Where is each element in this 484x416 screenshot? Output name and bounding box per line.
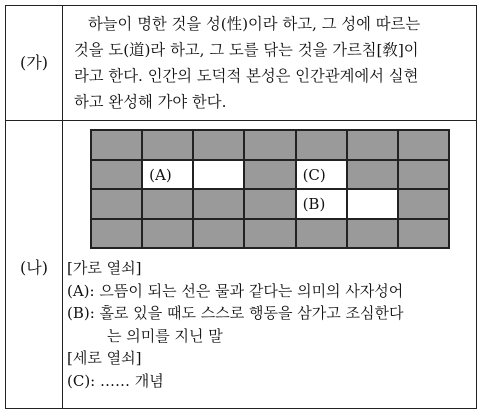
passage-line: 것을 도(道)라 하고, 그 도를 닦는 것을 가르침[敎]이: [74, 41, 419, 59]
passage-line: 라고 한다. 인간의 도덕적 본성은 인간관계에서 실현: [74, 67, 419, 85]
clue-c: (C): …… 개념: [67, 371, 164, 390]
grid-cell-shaded: [347, 219, 398, 249]
grid-cell-shaded: [91, 219, 142, 249]
cell-label: (B): [302, 195, 326, 213]
row-label-ga: (가): [20, 53, 48, 72]
grid-cell-shaded: [398, 189, 449, 219]
cell-label: (C): [302, 165, 326, 184]
grid-cell-shaded: [142, 189, 193, 219]
grid-cell-blank: [296, 189, 347, 219]
clue-b-continued: 는 의미를 지닌 말: [107, 326, 223, 345]
grid-cell-shaded: [244, 130, 295, 160]
grid-cell-shaded: [193, 219, 244, 249]
cell-label: (A): [149, 165, 172, 184]
passage-ga: [74, 11, 470, 115]
clue-list: [67, 257, 472, 392]
across-heading: [가로 열쇠]: [67, 259, 142, 277]
grid-cell-shaded: [91, 189, 142, 219]
grid-cell-shaded: [193, 189, 244, 219]
crossword-grid: [90, 129, 450, 249]
grid-cell-shaded: [347, 160, 398, 190]
grid-cell-shaded: [91, 130, 142, 160]
grid-cell-shaded: [142, 130, 193, 160]
passage-line: 하고 완성해 가야 한다.: [74, 93, 227, 111]
grid-cell-shaded: [296, 219, 347, 249]
passage-line: 하늘이 명한 것을 성(性)이라 하고, 그 성에 따르는: [88, 15, 421, 33]
grid-cell-blank: [347, 189, 398, 219]
grid-cell-shaded: [398, 160, 449, 190]
grid-cell-shaded: [91, 160, 142, 190]
grid-cell-blank: [296, 160, 347, 190]
grid-cell-shaded: [347, 130, 398, 160]
grid-cell-shaded: [398, 130, 449, 160]
grid-cell-blank: [193, 160, 244, 190]
clue-b: (B): 홀로 있을 때도 스스로 행동을 삼가고 조심한다: [67, 304, 404, 322]
row-divider: [5, 120, 477, 121]
grid-cell-shaded: [244, 219, 295, 249]
column-divider: [62, 5, 63, 409]
grid-cell-shaded: [193, 130, 244, 160]
row-label-na: (나): [20, 258, 48, 277]
grid-cell-shaded: [398, 219, 449, 249]
grid-cell-shaded: [244, 160, 295, 190]
grid-cell-shaded: [296, 130, 347, 160]
grid-cell-blank: [142, 160, 193, 190]
clue-a: (A): 으뜸이 되는 선은 물과 같다는 의미의 사자성어: [67, 281, 404, 300]
grid-cell-shaded: [142, 219, 193, 249]
down-heading: [세로 열쇠]: [67, 349, 142, 367]
grid-cell-shaded: [244, 189, 295, 219]
